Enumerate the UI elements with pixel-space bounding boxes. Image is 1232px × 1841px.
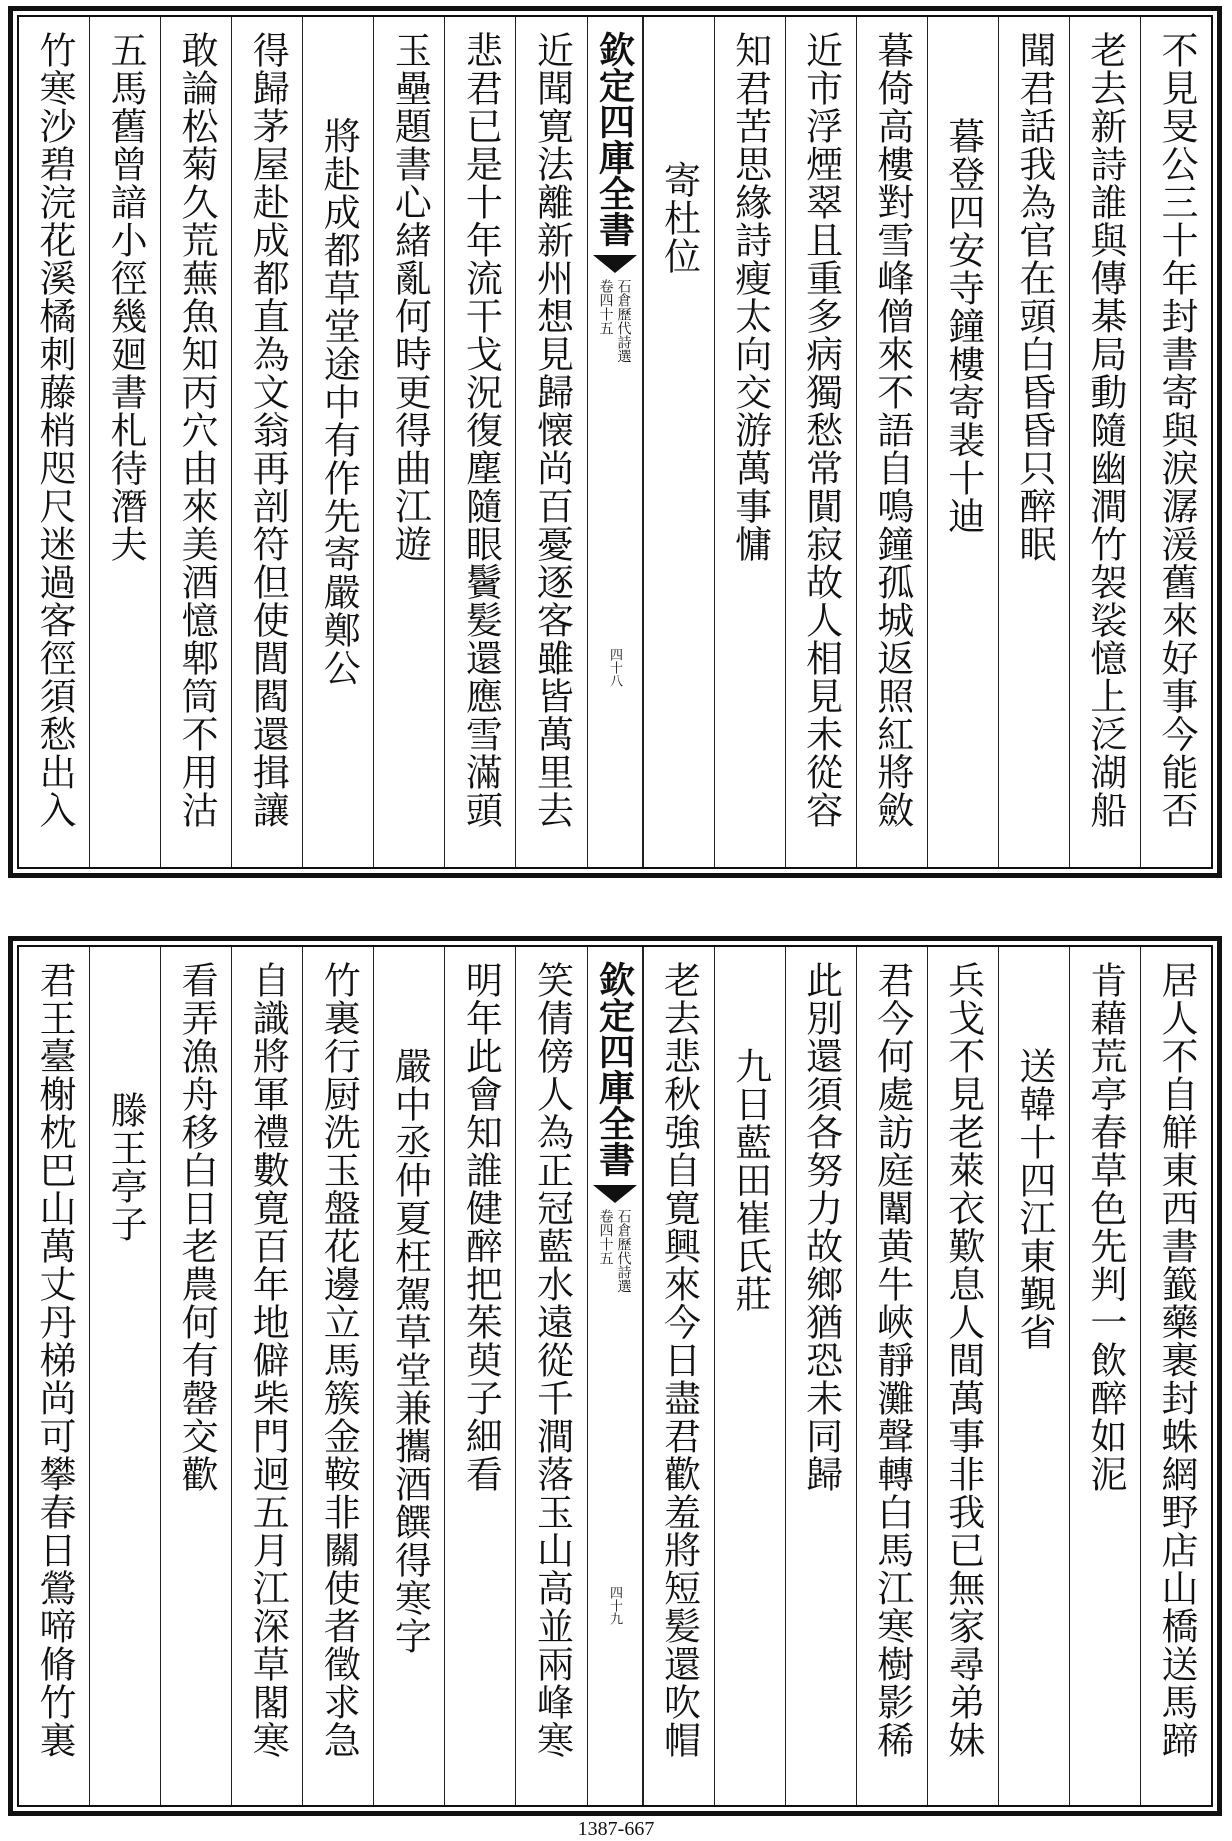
spine-volume: 卷四十五 bbox=[597, 279, 614, 335]
text-column bbox=[89, 17, 160, 867]
text-column bbox=[160, 947, 231, 1805]
column-text: 知君苦思緣詩瘦太向交游萬事慵 bbox=[728, 31, 772, 563]
text-column bbox=[1069, 947, 1140, 1805]
poem-title: 暮登四安寺鐘樓寄裴十迪 bbox=[941, 117, 985, 535]
poem-title: 將赴成都草堂途中有作先寄嚴鄭公 bbox=[317, 117, 361, 687]
column-text: 兵戈不見老萊衣歎息人間萬事非我已無家尋弟妹 bbox=[941, 961, 985, 1759]
column-text: 五馬舊曾諳小徑幾廻書札待潛夫 bbox=[104, 31, 148, 563]
column-text: 竹寒沙碧浣花溪橘刺藤梢咫尺迷過客徑須愁出入 bbox=[33, 31, 77, 829]
column-text: 近市浮煙翠且重多病獨愁常閴寂故人相見未從容 bbox=[799, 31, 843, 829]
column-text: 暮倚高樓對雪峰僧來不語自鳴鐘孤城返照紅將斂 bbox=[870, 31, 914, 829]
column-text: 明年此會知誰健醉把茱萸子細看 bbox=[459, 961, 503, 1493]
page-top-frame bbox=[17, 15, 1213, 869]
text-column bbox=[856, 17, 927, 867]
text-column bbox=[643, 17, 714, 867]
column-text: 聞君話我為官在頭白昏昏只醉眠 bbox=[1012, 31, 1056, 563]
text-column bbox=[927, 17, 998, 867]
spine-page-number: 四十八 bbox=[607, 648, 622, 687]
poem-title: 九日藍田崔氏莊 bbox=[728, 1047, 772, 1313]
fish-tail-mark bbox=[593, 1185, 637, 1203]
column-text: 笑倩傍人為正冠藍水遠從千澗落玉山高並兩峰寒 bbox=[530, 961, 574, 1759]
column-text: 看弄漁舟移白日老農何有罄交歡 bbox=[175, 961, 219, 1493]
column-text: 君王臺榭枕巴山萬丈丹梯尚可攀春日鶯啼脩竹裏 bbox=[33, 961, 77, 1759]
column-text: 敢論松菊久荒蕪魚知丙穴由來美酒憶郫筒不用沽 bbox=[175, 31, 219, 829]
text-column bbox=[373, 947, 444, 1805]
poem-title: 嚴中丞仲夏枉駕草堂兼攜酒饌得寒字 bbox=[388, 1047, 432, 1655]
spine-title: 欽定四庫全書 bbox=[593, 31, 636, 247]
text-column bbox=[444, 17, 515, 867]
page-top bbox=[8, 6, 1222, 878]
column-text: 悲君已是十年流干戈況復塵隨眼鬢髪還應雪滿頭 bbox=[459, 31, 503, 829]
text-column bbox=[927, 947, 998, 1805]
text-column bbox=[160, 17, 231, 867]
column-text: 不見旻公三十年封書寄與淚潺湲舊來好事今能否 bbox=[1154, 31, 1198, 829]
text-column bbox=[785, 17, 856, 867]
spine-book: 石倉歷代詩選 bbox=[615, 1209, 632, 1293]
text-column bbox=[1140, 947, 1211, 1805]
text-column bbox=[444, 947, 515, 1805]
text-column bbox=[643, 947, 714, 1805]
spine-volume: 卷四十五 bbox=[597, 1209, 614, 1265]
center-spine bbox=[587, 17, 643, 867]
text-column bbox=[856, 947, 927, 1805]
text-column bbox=[19, 947, 89, 1805]
text-column bbox=[231, 947, 302, 1805]
spine-book: 石倉歷代詩選 bbox=[615, 279, 632, 363]
column-text: 竹裏行厨洗玉盤花邊立馬簇金鞍非關使者徵求急 bbox=[317, 961, 361, 1759]
text-column bbox=[302, 17, 373, 867]
page-bottom-frame bbox=[17, 945, 1213, 1807]
column-text: 君今何處訪庭闈黄牛峽靜灘聲轉白馬江寒樹影稀 bbox=[870, 961, 914, 1759]
text-column bbox=[515, 17, 586, 867]
text-column bbox=[714, 947, 785, 1805]
poem-title: 滕王亭子 bbox=[104, 1091, 148, 1243]
text-column bbox=[515, 947, 586, 1805]
text-column bbox=[19, 17, 89, 867]
page-bottom bbox=[8, 936, 1222, 1816]
center-spine bbox=[587, 947, 643, 1805]
column-text: 居人不自觧東西書籖藥裹封蛛網野店山橋送馬蹄 bbox=[1154, 961, 1198, 1759]
spine-title: 欽定四庫全書 bbox=[593, 961, 636, 1177]
column-text: 自識將軍禮數寛百年地僻柴門迥五月江深草閣寒 bbox=[246, 961, 290, 1759]
column-text: 老去悲秋強自寛興來今日盡君歡羞將短髪還吹帽 bbox=[657, 961, 701, 1759]
catalog-page-number: 1387-667 bbox=[577, 1818, 655, 1840]
text-column bbox=[302, 947, 373, 1805]
spine-info bbox=[598, 1209, 632, 1293]
text-column bbox=[1069, 17, 1140, 867]
poem-title: 寄杜位 bbox=[657, 161, 701, 275]
text-column bbox=[998, 17, 1069, 867]
text-column bbox=[785, 947, 856, 1805]
poem-title: 送韓十四江東覲省 bbox=[1012, 1047, 1056, 1351]
column-text: 玉壘題書心緒亂何時更得曲江遊 bbox=[388, 31, 432, 563]
spine-page-number: 四十九 bbox=[607, 1586, 622, 1625]
column-text: 肯藉荒亭春草色先判一飲醉如泥 bbox=[1083, 961, 1127, 1493]
fish-tail-mark bbox=[593, 255, 637, 273]
text-column bbox=[373, 17, 444, 867]
column-text: 此別還須各努力故鄉猶恐未同歸 bbox=[799, 961, 843, 1493]
text-column bbox=[1140, 17, 1211, 867]
column-text: 老去新詩誰與傳棊局動隨幽澗竹袈裟憶上泛湖船 bbox=[1083, 31, 1127, 829]
text-column bbox=[714, 17, 785, 867]
spine-info bbox=[598, 279, 632, 363]
column-text: 得歸茅屋赴成都直為文翁再剖符但使閭閻還揖讓 bbox=[246, 31, 290, 829]
text-column bbox=[89, 947, 160, 1805]
text-column bbox=[231, 17, 302, 867]
text-column bbox=[998, 947, 1069, 1805]
column-text: 近聞寛法離新州想見歸懐尚百憂逐客雖皆萬里去 bbox=[530, 31, 574, 829]
